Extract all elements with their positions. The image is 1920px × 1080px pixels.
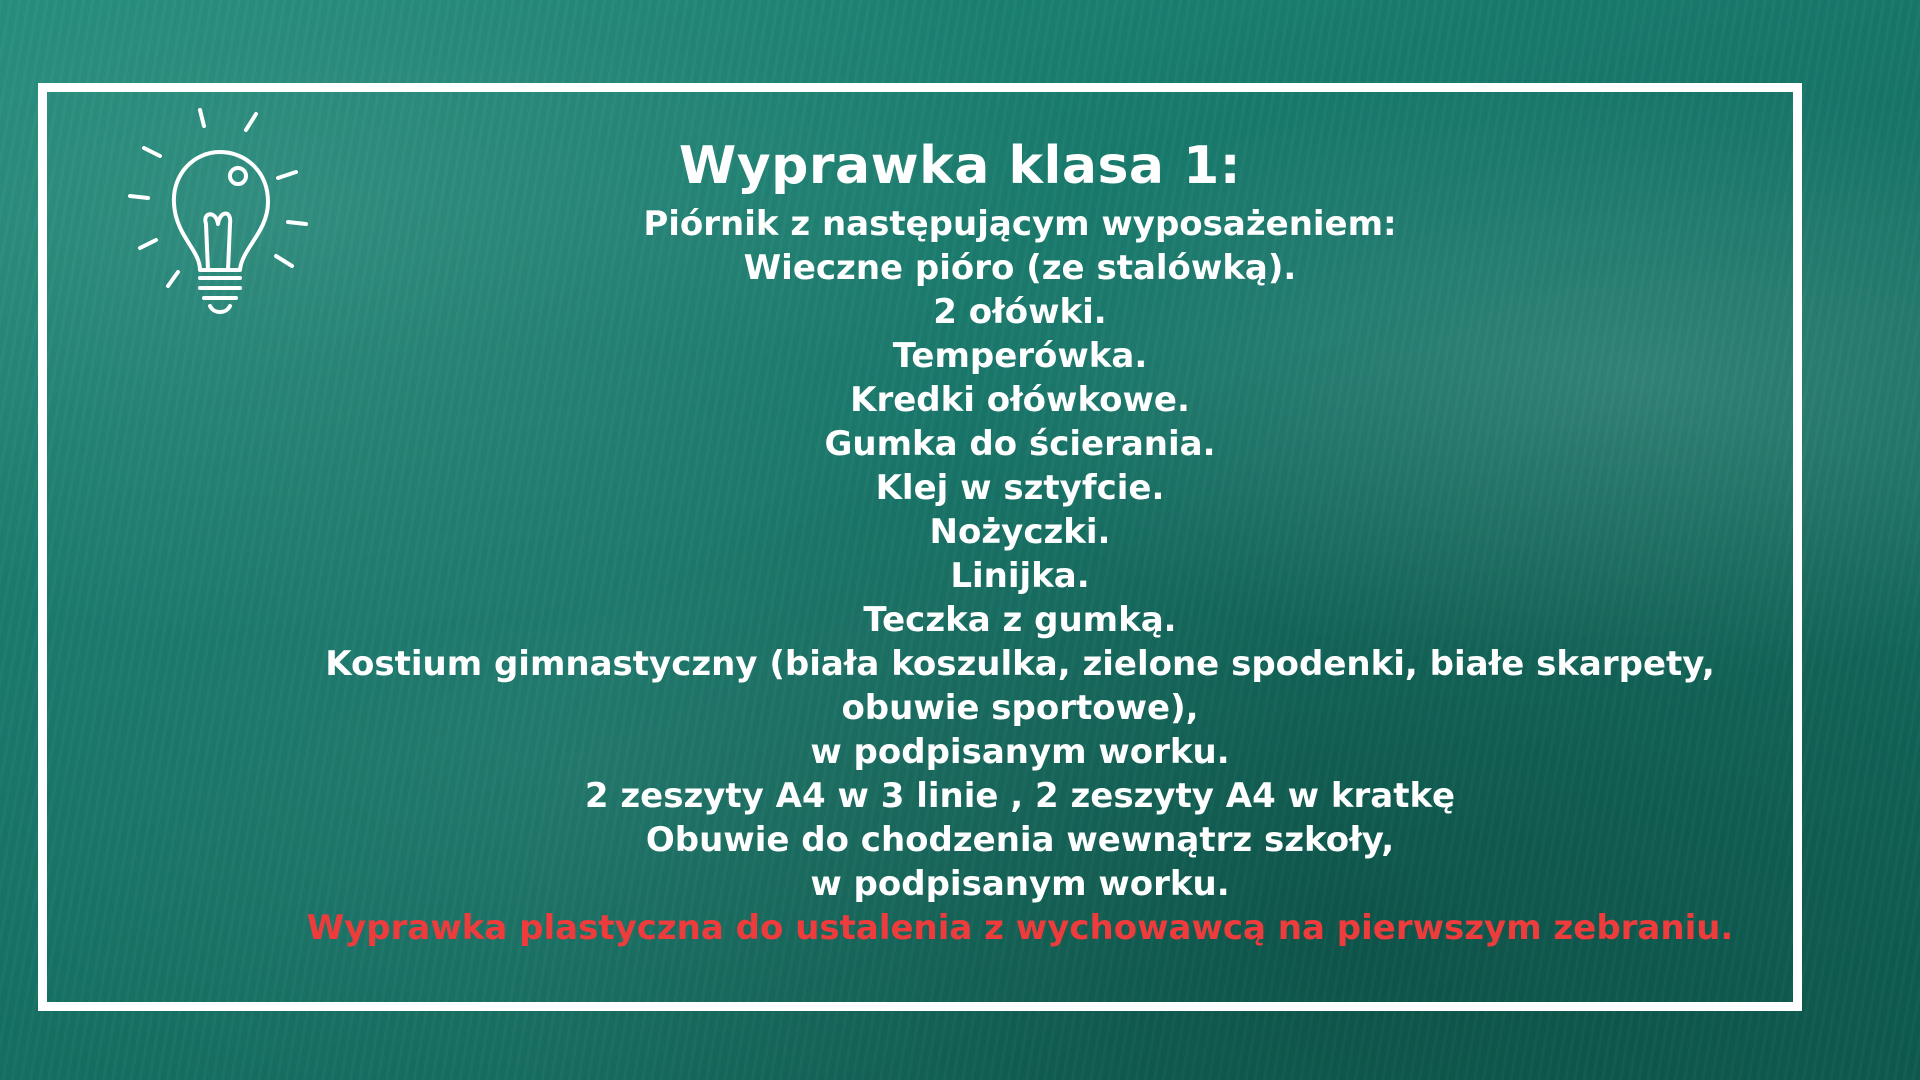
list-item: w podpisanym worku. <box>810 864 1230 904</box>
list-item: 2 ołówki. <box>933 292 1107 332</box>
list-item: Gumka do ścierania. <box>824 424 1216 464</box>
art-supplies-note: Wyprawka plastyczna do ustalenia z wychowawcą na pierwszym zebraniu. <box>306 908 1734 948</box>
list-item: Nożyczki. <box>929 512 1111 552</box>
list-item: Kostium gimnastyczny (biała koszulka, zielone spodenki, białe skarpety, obuwie sportowe), <box>325 644 1715 728</box>
list-item: Teczka z gumką. <box>863 600 1177 640</box>
list-item: Linijka. <box>950 556 1090 596</box>
equipment-list <box>220 130 1820 950</box>
list-item: Wieczne pióro (ze stalówką). <box>743 248 1297 288</box>
list-item: Obuwie do chodzenia wewnątrz szkoły, <box>645 820 1395 860</box>
list-item: Piórnik z następującym wyposażeniem: <box>643 204 1397 244</box>
page-title: Wyprawka klasa 1: <box>678 136 1242 196</box>
list-item: Kredki ołówkowe. <box>850 380 1190 420</box>
list-item: w podpisanym worku. <box>810 732 1230 772</box>
list-item: Temperówka. <box>892 336 1148 376</box>
list-item: Klej w sztyfcie. <box>875 468 1165 508</box>
list-item: 2 zeszyty A4 w 3 linie , 2 zeszyty A4 w kratkę <box>584 776 1456 816</box>
